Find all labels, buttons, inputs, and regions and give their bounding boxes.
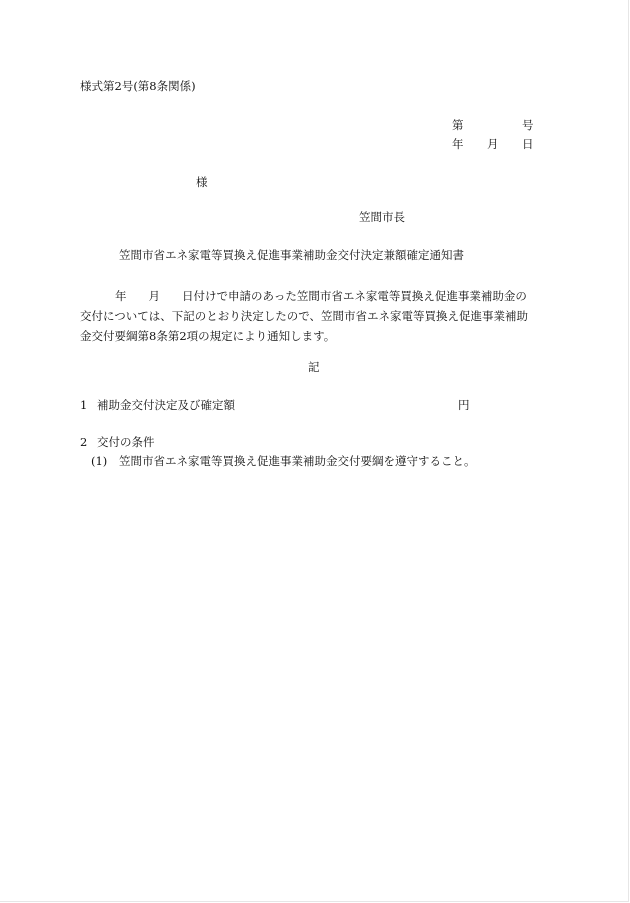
document-title: 笠間市省エネ家電等買換え促進事業補助金交付決定兼額確定通知書 xyxy=(119,248,464,262)
doc-date-year: 年 xyxy=(452,137,464,151)
item1-number: 1 xyxy=(80,398,88,412)
doc-number-gou: 号 xyxy=(522,118,534,132)
doc-date-month: 月 xyxy=(487,137,499,151)
doc-number-dai: 第 xyxy=(452,118,464,132)
item2-number: 2 xyxy=(80,435,88,449)
item1-label: 補助金交付決定及び確定額 xyxy=(97,398,235,412)
ki-heading: 記 xyxy=(308,360,320,374)
body-line-3: 金交付要綱第8条第2項の規定により通知します。 xyxy=(80,329,336,343)
body-paragraph xyxy=(80,286,550,346)
item2-sub-text: 笠間市省エネ家電等買換え促進事業補助金交付要綱を遵守すること。 xyxy=(119,454,476,468)
item1-unit: 円 xyxy=(458,398,470,412)
body-line-1: 年 月 日付けで申請のあった笠間市省エネ家電等買換え促進事業補助金の xyxy=(115,289,527,303)
doc-date-day: 日 xyxy=(522,137,534,151)
item2-sub-number: (1) xyxy=(91,454,108,468)
body-line-2: 交付については、下記のとおり決定したので、笠間市省エネ家電等買換え促進事業補助 xyxy=(80,309,529,323)
recipient-suffix: 様 xyxy=(196,175,208,189)
issuer: 笠間市長 xyxy=(359,210,405,224)
item2-label: 交付の条件 xyxy=(97,435,155,449)
form-number: 様式第2号(第8条関係) xyxy=(80,79,196,93)
